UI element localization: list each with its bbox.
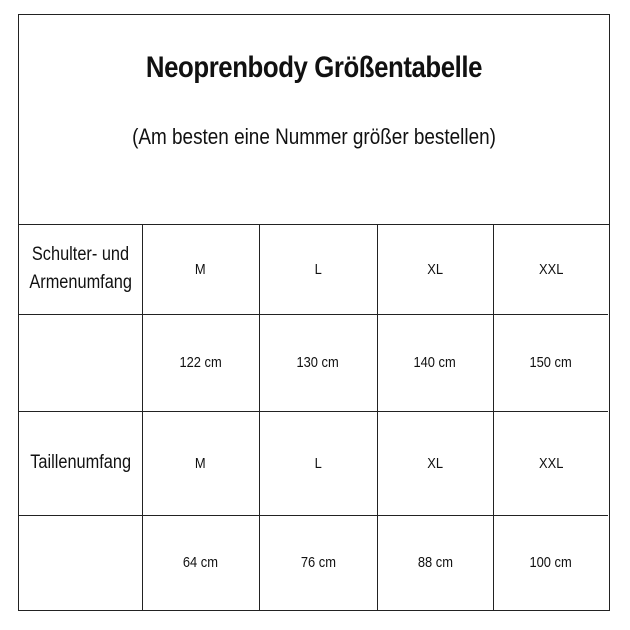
size-cell: XL bbox=[377, 411, 493, 515]
size-cell: XXL bbox=[493, 411, 608, 515]
size-cell: M bbox=[142, 225, 259, 314]
chart-subtitle: (Am besten eine Nummer größer bestellen) bbox=[132, 124, 496, 149]
chart-title: Neoprenbody Größentabelle bbox=[145, 51, 483, 84]
size-cell: L bbox=[259, 225, 377, 314]
table-row bbox=[19, 225, 608, 314]
size-cell: XL bbox=[377, 225, 493, 314]
size-table bbox=[19, 225, 608, 610]
table-row bbox=[19, 515, 608, 610]
value-cell: 88 cm bbox=[377, 515, 493, 610]
label-line: Schulter- und bbox=[31, 244, 129, 266]
size-cell: M bbox=[142, 411, 259, 515]
label-line: Taillenumfang bbox=[29, 452, 131, 473]
value-cell: 122 cm bbox=[142, 314, 259, 411]
row-label-shoulder-arm bbox=[19, 225, 142, 314]
row-label-waist bbox=[19, 411, 142, 515]
label-line: Armenumfang bbox=[28, 272, 132, 294]
chart-header bbox=[19, 15, 609, 225]
value-cell: 76 cm bbox=[259, 515, 377, 610]
size-chart-sheet bbox=[18, 14, 610, 611]
value-cell: 140 cm bbox=[377, 314, 493, 411]
value-cell: 130 cm bbox=[259, 314, 377, 411]
value-cell: 150 cm bbox=[493, 314, 608, 411]
value-cell: 64 cm bbox=[142, 515, 259, 610]
empty-cell bbox=[19, 314, 142, 411]
table-row bbox=[19, 314, 608, 411]
table-row bbox=[19, 411, 608, 515]
size-cell: XXL bbox=[493, 225, 608, 314]
value-cell: 100 cm bbox=[493, 515, 608, 610]
size-cell: L bbox=[259, 411, 377, 515]
empty-cell bbox=[19, 515, 142, 610]
